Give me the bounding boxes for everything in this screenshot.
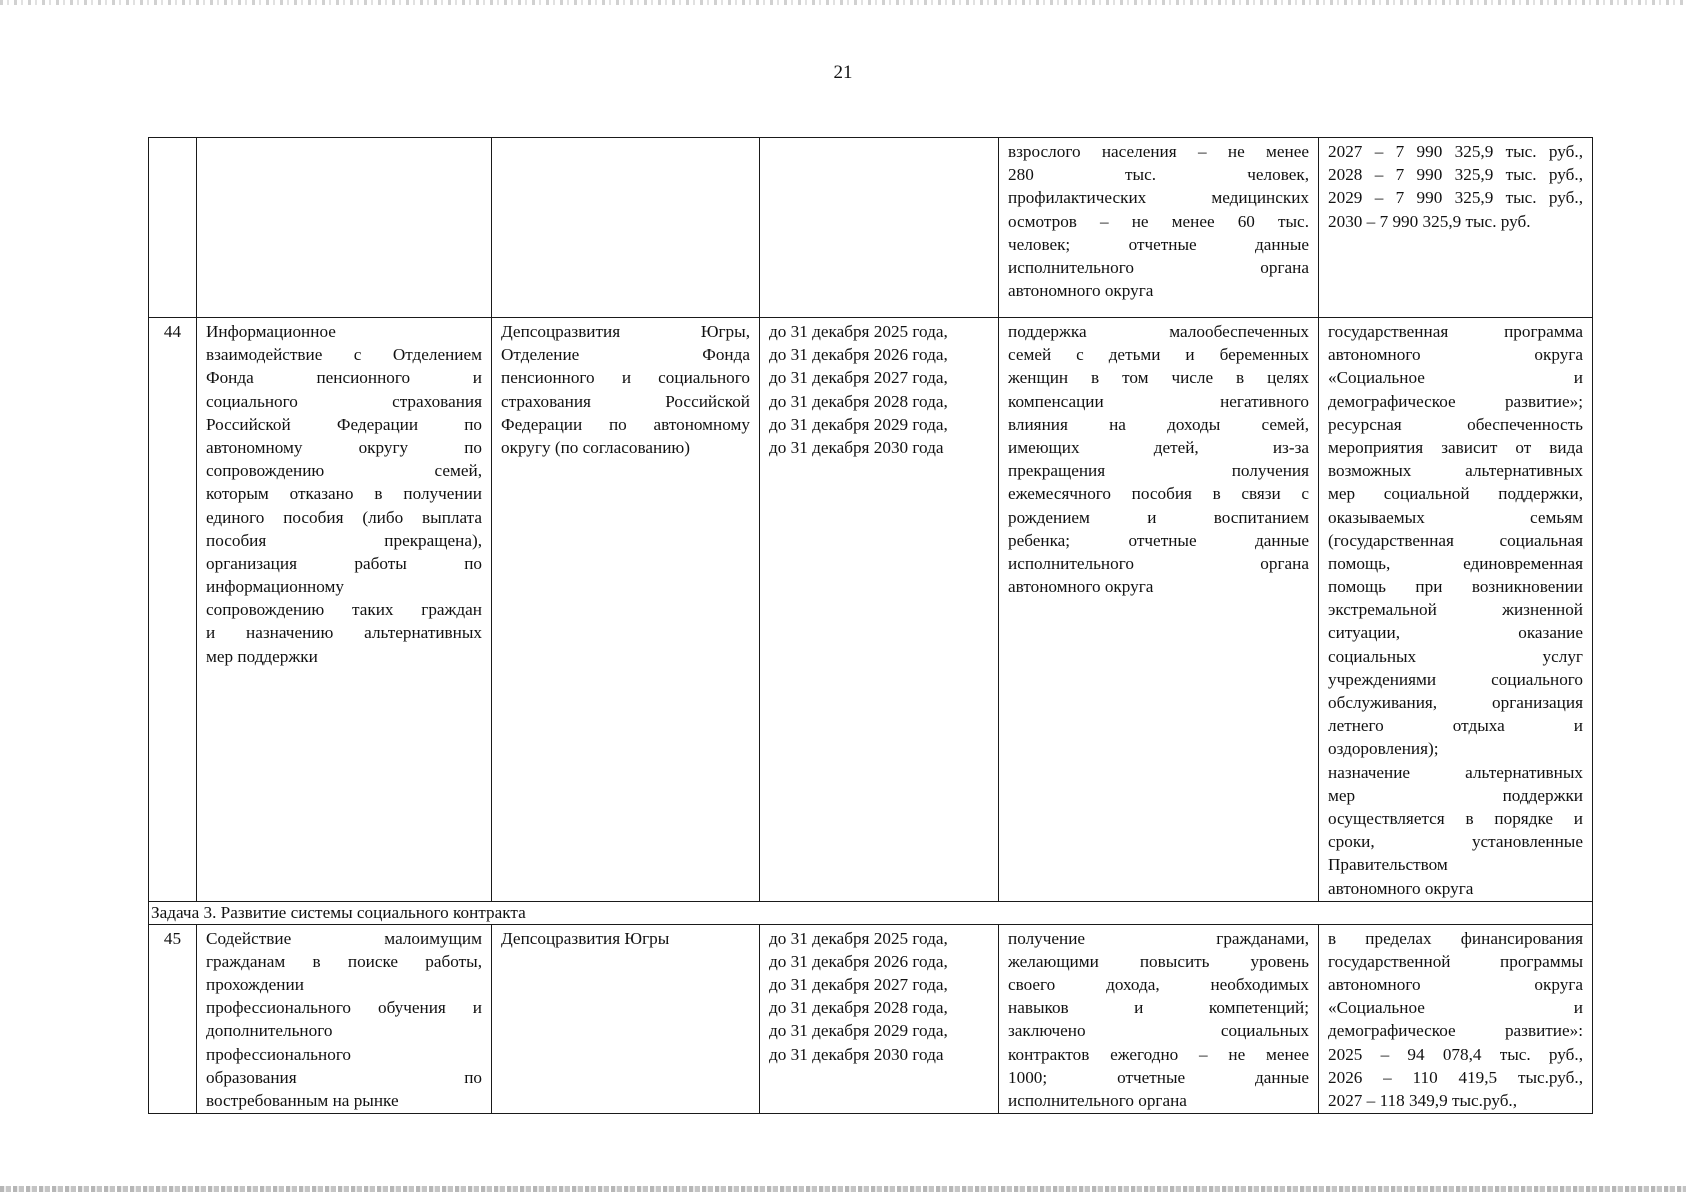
cell-text-line: имеющих детей, из-за — [1008, 437, 1309, 457]
cell-text-line: поддержка малообеспеченных — [1008, 322, 1309, 341]
cell-activity — [197, 318, 492, 902]
cell-text-line: 2030 – 7 990 325,9 тыс. руб. — [1328, 211, 1531, 231]
cell-text-line: мер социальной поддержки, — [1328, 484, 1583, 504]
page-number: 21 — [833, 62, 853, 83]
cell-text-line: информационному — [206, 577, 344, 597]
cell-text-line: единого пособия (либо выплата — [206, 507, 482, 527]
cell-text-line: ежемесячного пособия в связи с — [1008, 484, 1309, 504]
cell-text-line: автономного округа — [1328, 975, 1583, 995]
cell-funding — [1319, 924, 1593, 1114]
cell-text-line: демографическое развитие»; — [1328, 391, 1583, 411]
scan-edge-bottom — [0, 1186, 1686, 1192]
cell-text-line: профилактических медицинских — [1008, 188, 1309, 208]
section-row — [149, 901, 1593, 924]
cell-text-line: человек; отчетные данные — [1008, 234, 1309, 254]
cell-text-line: сопровождению семей, — [206, 461, 482, 481]
cell-text-line: в пределах финансирования — [1328, 928, 1583, 948]
cell-text-line: до 31 декабря 2026 года, — [769, 951, 948, 971]
cell-text-line: летнего отдыха и — [1328, 716, 1583, 736]
cell-text-line: помощь при возникновении — [1328, 577, 1583, 597]
cell-text-line: Содействие малоимущим — [206, 928, 482, 948]
cell-text-line: ситуации, оказание — [1328, 623, 1583, 643]
cell-text-line: Федерации по автономному — [501, 414, 750, 434]
cell-text-line: востребованным на рынке — [206, 1091, 399, 1110]
cell-text-line: автономного округа — [1328, 345, 1583, 365]
cell-text-line: навыков и компетенций; — [1008, 998, 1309, 1018]
cell-text-line: компенсации негативного — [1008, 391, 1309, 411]
cell-text-line: прохождении — [206, 975, 304, 995]
cell-text-line: учреждениями социального — [1328, 669, 1583, 689]
cell-deadlines — [760, 318, 999, 902]
cell-text-line: рождением и воспитанием — [1008, 507, 1309, 527]
cell-text-line: Правительством — [1328, 855, 1448, 875]
cell-text-line: социальных услуг — [1328, 646, 1583, 666]
cell-text-line: Информационное — [206, 322, 336, 341]
cell-text-line: округу (по согласованию) — [501, 437, 690, 457]
cell-text-line: до 31 декабря 2026 года, — [769, 345, 948, 365]
cell-text-line: гражданам в поиске работы, — [206, 951, 482, 971]
cell-text-line: ребенка; отчетные данные — [1008, 530, 1309, 550]
cell-text-line: оказываемых семьям — [1328, 507, 1583, 527]
cell-text-line: автономного округа — [1008, 281, 1154, 301]
cell-text-line: мероприятия зависит от вида — [1328, 437, 1583, 457]
cell-text-line: до 31 декабря 2027 года, — [769, 975, 948, 995]
measures-table — [148, 137, 1593, 1114]
cell-text-line: страхования Российской — [501, 391, 750, 411]
cell-text-line: прекращения получения — [1008, 461, 1309, 481]
cell-text-line: «Социальное и — [1328, 998, 1583, 1018]
cell-text-line: до 31 декабря 2028 года, — [769, 391, 948, 411]
cell-funding — [1319, 138, 1593, 318]
cell-text-line: 2026 – 110 419,5 тыс.руб., — [1328, 1067, 1583, 1087]
cell-text-line: Депсоцразвития Югры, — [501, 322, 750, 341]
cell-text-line: взаимодействие с Отделением — [206, 345, 482, 365]
cell-result — [999, 318, 1319, 902]
cell-text-line: дополнительного — [206, 1021, 333, 1041]
cell-activity — [197, 924, 492, 1114]
cell-text-line: до 31 декабря 2030 года — [769, 1044, 944, 1064]
cell-text-line: государственной программы — [1328, 951, 1583, 971]
table-row — [149, 138, 1593, 318]
cell-text-line: демографическое развитие»: — [1328, 1021, 1583, 1041]
cell-text-line: до 31 декабря 2025 года, — [769, 928, 948, 948]
cell-text-line: желающими повысить уровень — [1008, 951, 1309, 971]
cell-text-line: профессионального обучения и — [206, 998, 482, 1018]
cell-text-line: образования по — [206, 1067, 482, 1087]
cell-responsible — [492, 138, 760, 318]
cell-text-line: 2027 – 7 990 325,9 тыс. руб., — [1328, 142, 1583, 161]
cell-text-line: сопровождению таких граждан — [206, 600, 482, 620]
cell-number: 44 — [149, 318, 197, 902]
cell-text-line: помощь, единовременная — [1328, 553, 1583, 573]
cell-text-line: Фонда пенсионного и — [206, 368, 482, 388]
cell-text-line: (государственная социальная — [1328, 530, 1583, 550]
cell-text-line: 2027 – 118 349,9 тыс.руб., — [1328, 1091, 1518, 1110]
cell-text-line: заключено социальных — [1008, 1021, 1309, 1041]
cell-text-line: и назначению альтернативных — [206, 623, 482, 643]
cell-text-line: 2025 – 94 078,4 тыс. руб., — [1328, 1044, 1583, 1064]
cell-deadlines — [760, 924, 999, 1114]
table-row — [149, 924, 1593, 1114]
cell-result — [999, 138, 1319, 318]
cell-text-line: осуществляется в порядке и — [1328, 808, 1583, 828]
cell-text-line: влияния на доходы семей, — [1008, 414, 1309, 434]
cell-text-line: автономного округа — [1328, 878, 1474, 898]
cell-text-line: мер поддержки — [206, 646, 318, 666]
cell-text-line: оздоровления); — [1328, 739, 1439, 759]
cell-text-line: до 31 декабря 2029 года, — [769, 414, 948, 434]
cell-text-line: женщин в том числе в целях — [1008, 368, 1309, 388]
cell-text-line: Отделение Фонда — [501, 345, 750, 365]
table-row — [149, 318, 1593, 902]
cell-text-line: государственная программа — [1328, 322, 1583, 341]
cell-text-line: организация работы по — [206, 553, 482, 573]
cell-text-line: исполнительного органа — [1008, 257, 1309, 277]
cell-text-line: исполнительного органа — [1008, 1091, 1187, 1110]
cell-text-line: мер поддержки — [1328, 785, 1583, 805]
section-title: Задача 3. Развитие системы социального контракта — [149, 901, 1593, 924]
cell-text-line: 2029 – 7 990 325,9 тыс. руб., — [1328, 188, 1583, 208]
cell-text-line: своего дохода, необходимых — [1008, 975, 1309, 995]
cell-text-line: «Социальное и — [1328, 368, 1583, 388]
cell-text-line: социального страхования — [206, 391, 482, 411]
cell-text-line: 1000; отчетные данные — [1008, 1067, 1309, 1087]
cell-text-line: возможных альтернативных — [1328, 461, 1583, 481]
cell-text-line: до 31 декабря 2030 года — [769, 437, 944, 457]
cell-text-line: пенсионного и социального — [501, 368, 750, 388]
cell-text-line: контрактов ежегодно – не менее — [1008, 1044, 1309, 1064]
cell-text-line: автономному округу по — [206, 437, 482, 457]
cell-activity — [197, 138, 492, 318]
cell-funding — [1319, 318, 1593, 902]
cell-text-line: профессионального — [206, 1044, 352, 1064]
cell-text-line: до 31 декабря 2027 года, — [769, 368, 948, 388]
cell-text-line: назначение альтернативных — [1328, 762, 1583, 782]
cell-text-line: Депсоцразвития Югры — [501, 928, 670, 948]
cell-text-line: ресурсная обеспеченность — [1328, 414, 1583, 434]
cell-text-line: обслуживания, организация — [1328, 693, 1583, 712]
cell-result — [999, 924, 1319, 1114]
cell-responsible — [492, 318, 760, 902]
cell-text-line: взрослого населения – не менее — [1008, 142, 1309, 161]
cell-number — [149, 138, 197, 318]
cell-text-line: исполнительного органа — [1008, 553, 1309, 573]
cell-deadlines — [760, 138, 999, 318]
cell-text-line: сроки, установленные — [1328, 832, 1583, 852]
cell-text-line: осмотров – не менее 60 тыс. — [1008, 211, 1309, 231]
cell-text-line: автономного округа — [1008, 577, 1154, 597]
cell-text-line: 2028 – 7 990 325,9 тыс. руб., — [1328, 165, 1583, 185]
cell-text-line: 280 тыс. человек, — [1008, 165, 1309, 185]
cell-text-line: до 31 декабря 2025 года, — [769, 322, 948, 341]
cell-text-line: семей с детьми и беременных — [1008, 345, 1309, 365]
cell-text-line: Российской Федерации по — [206, 414, 482, 434]
cell-number: 45 — [149, 924, 197, 1114]
cell-text-line: до 31 декабря 2029 года, — [769, 1021, 948, 1041]
cell-responsible — [492, 924, 760, 1114]
cell-text-line: пособия прекращена), — [206, 530, 482, 550]
cell-text-line: экстремальной жизненной — [1328, 600, 1583, 620]
cell-text-line: которым отказано в получении — [206, 484, 482, 504]
scan-edge-top — [0, 0, 1686, 5]
cell-text-line: получение гражданами, — [1008, 928, 1309, 948]
cell-text-line: до 31 декабря 2028 года, — [769, 998, 948, 1018]
